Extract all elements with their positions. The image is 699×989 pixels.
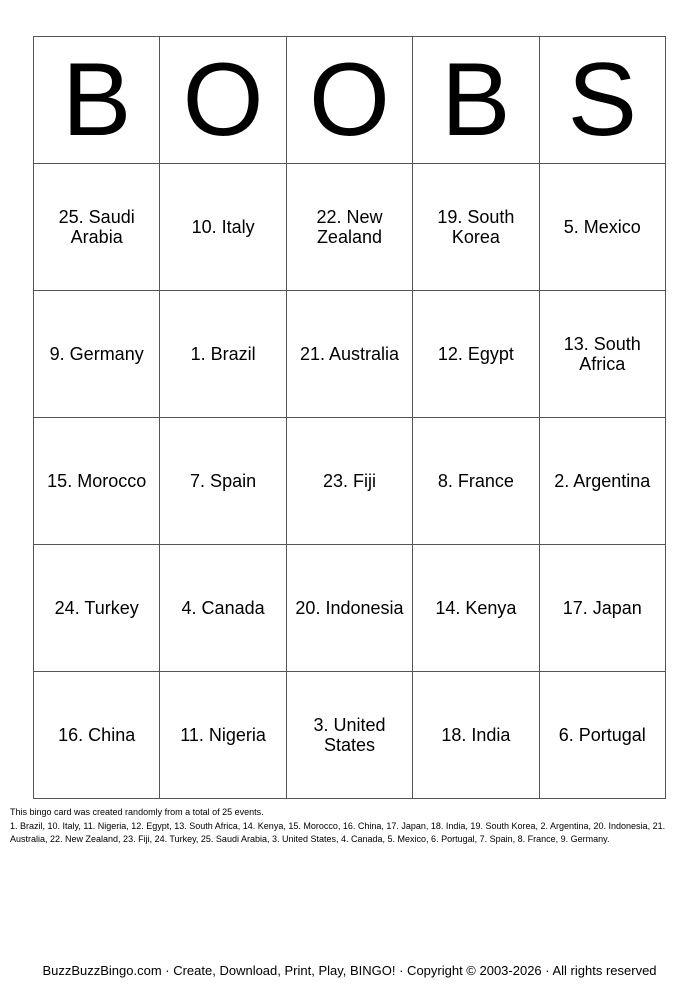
bingo-cell: 7. Spain [160,418,286,545]
bingo-cell: 15. Morocco [34,418,160,545]
bingo-cell: 22. New Zealand [286,164,412,291]
bingo-cell: 14. Kenya [413,545,539,672]
bingo-cell: 21. Australia [286,291,412,418]
bingo-cell: 2. Argentina [539,418,665,545]
description-intro: This bingo card was created randomly from a total of 25 events. [10,807,264,817]
bingo-cell: 25. Saudi Arabia [34,164,160,291]
bingo-cell: 4. Canada [160,545,286,672]
bingo-cell: 6. Portugal [539,672,665,799]
bingo-card [33,36,666,799]
description-list: 1. Brazil, 10. Italy, 11. Nigeria, 12. Egypt, 13. South Africa, 14. Kenya, 15. Morocco, 16. China, 17. Japan, 18. India, 19. South Korea, 2. Argentina, 20. Indonesia, 21. Australia, 22. New Zealand, 23. Fiji, 24. Turkey, 25. Saudi Arabia, 3. United States, 4. Canada, 5. Mexico, 6. Portugal, 7. Spain, 8. France, 9. Germany. [10,820,666,844]
bingo-cell: 19. South Korea [413,164,539,291]
bingo-cell: 24. Turkey [34,545,160,672]
bingo-cell: 18. India [413,672,539,799]
card-row [34,418,666,545]
card-row [34,545,666,672]
footer: BuzzBuzzBingo.com · Create, Download, Print, Play, BINGO! · Copyright © 2003-2026 · All rights reserved [42,963,657,978]
header-letter: B [413,37,539,164]
bingo-cell: 17. Japan [539,545,665,672]
bingo-cell: 10. Italy [160,164,286,291]
card-row [34,291,666,418]
bingo-cell: 20. Indonesia [286,545,412,672]
bingo-cell: 23. Fiji [286,418,412,545]
header-letter: O [160,37,286,164]
bingo-cell: 5. Mexico [539,164,665,291]
bingo-cell: 11. Nigeria [160,672,286,799]
header-letter: O [286,37,412,164]
header-row [34,37,666,164]
bingo-cell: 13. South Africa [539,291,665,418]
card-row [34,672,666,799]
bingo-cell: 3. United States [286,672,412,799]
bingo-cell: 16. China [34,672,160,799]
card-row [34,164,666,291]
card-body [34,164,666,799]
card-description [10,806,695,847]
header-letter: S [539,37,665,164]
bingo-cell: 12. Egypt [413,291,539,418]
bingo-cell: 8. France [413,418,539,545]
bingo-cell: 1. Brazil [160,291,286,418]
bingo-cell: 9. Germany [34,291,160,418]
header-letter: B [34,37,160,164]
